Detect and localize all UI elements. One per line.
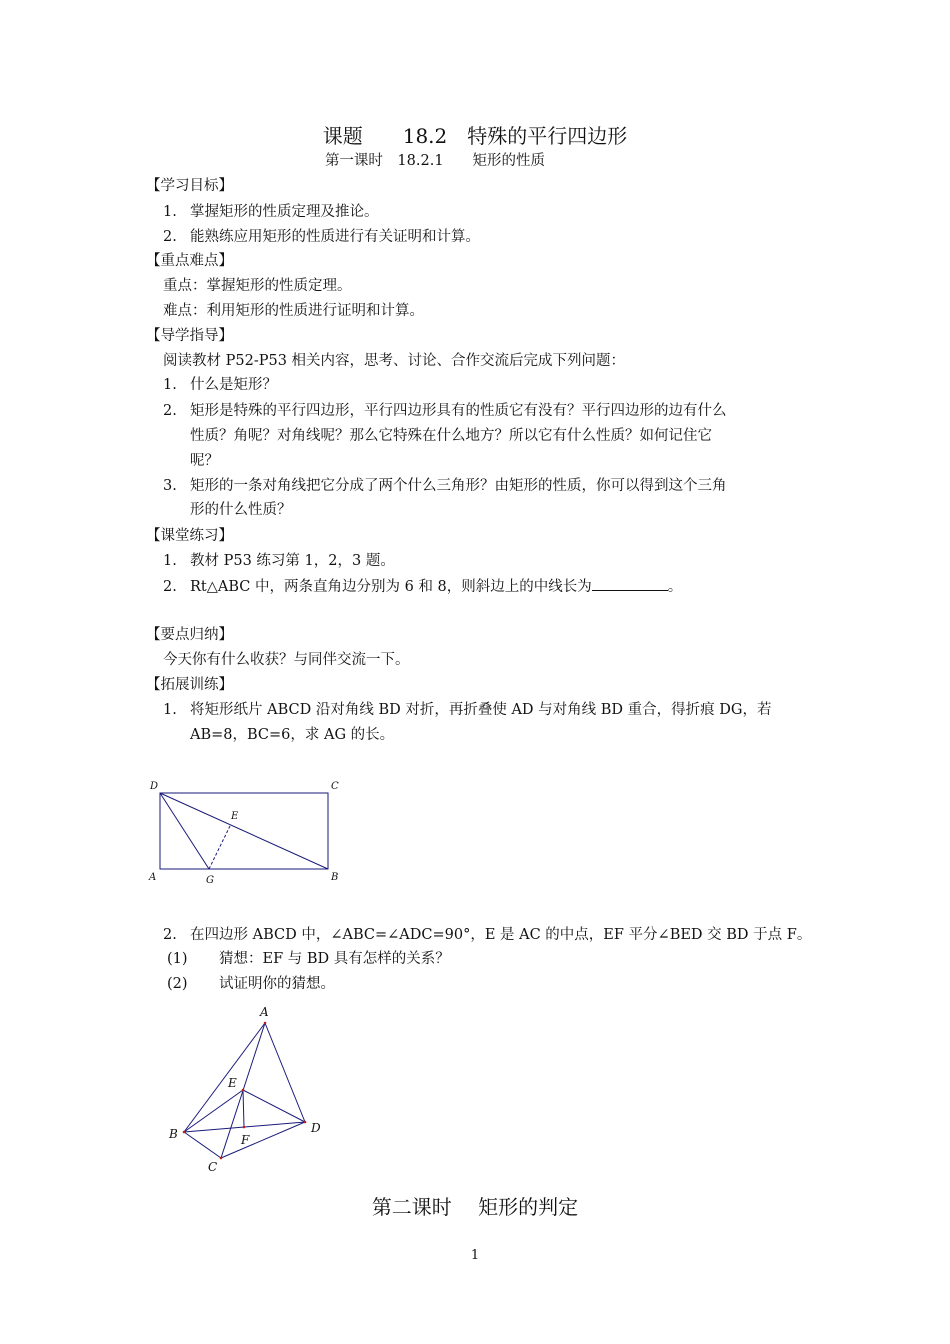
page-title: 课题 18.2 特殊的平行四边形 <box>322 124 628 148</box>
item-number: 1. <box>163 377 177 393</box>
item-number: 2. <box>163 927 177 943</box>
label-b: B <box>169 1127 178 1141</box>
label-c: C <box>331 781 339 792</box>
extension-heading: 【拓展训练】 <box>146 677 233 693</box>
summary-heading: 【要点归纳】 <box>146 627 233 643</box>
difficulty-text: 难点：利用矩形的性质进行证明和计算。 <box>163 303 424 319</box>
goals-heading: 【学习目标】 <box>146 178 233 194</box>
item-text: 掌握矩形的性质定理及推论。 <box>190 204 379 220</box>
item-number: 2. <box>163 229 177 245</box>
item-number: 3. <box>163 478 177 494</box>
lesson-subtitle: 第一课时 18.2.1 矩形的性质 <box>324 153 546 169</box>
section2-title: 第二课时 矩形的判定 <box>371 1195 579 1219</box>
summary-text: 今天你有什么收获？与同伴交流一下。 <box>163 652 410 668</box>
label-d: D <box>311 1121 321 1135</box>
segment-ad <box>265 1023 305 1122</box>
item-text: 矩形的一条对角线把它分成了两个什么三角形？由矩形的性质，你可以得到这个三角 <box>190 478 727 494</box>
keypoints-heading: 【重点难点】 <box>146 253 233 269</box>
item-number: 2. <box>163 403 177 419</box>
item-text: 教材 P53 练习第 1，2，3 题。 <box>190 553 395 569</box>
item-text: 矩形是特殊的平行四边形，平行四边形具有的性质它有没有？平行四边形的边有什么 <box>190 403 727 419</box>
item-text: 什么是矩形？ <box>190 377 277 393</box>
item-number: 1. <box>163 204 177 220</box>
segment-ef <box>243 1090 244 1127</box>
item-text: 在四边形 ABCD 中，∠ABC=∠ADC=90°，E 是 AC 的中点，EF 平分∠BED 交 BD 于点 F。 <box>190 927 812 943</box>
point-d <box>304 1121 307 1124</box>
guide-question-cont: 呢？ <box>190 453 219 469</box>
label-e: E <box>228 1076 237 1090</box>
guide-question-cont: 性质？角呢？对角线呢？那么它特殊在什么地方？所以它有什么性质？如何记住它 <box>190 428 712 444</box>
label-a: A <box>149 872 157 883</box>
point-e <box>242 1089 245 1092</box>
segment-ed <box>243 1090 305 1122</box>
label-c: C <box>208 1160 218 1174</box>
segment-eb <box>184 1090 243 1132</box>
guide-intro: 阅读教材 P52-P53 相关内容，思考、讨论、合作交流后完成下列问题： <box>163 353 626 369</box>
extension-item-cont: AB=8，BC=6，求 AG 的长。 <box>190 727 395 743</box>
label-b: B <box>331 872 339 883</box>
label-d: D <box>150 781 159 792</box>
item-number: 1. <box>163 553 177 569</box>
item-end: 。 <box>667 579 683 595</box>
item-text: 能熟练应用矩形的性质进行有关证明和计算。 <box>190 229 480 245</box>
item-text: 猜想：EF 与 BD 具有怎样的关系？ <box>219 951 450 967</box>
page-number: 1 <box>470 1248 480 1263</box>
item-number: 1. <box>163 702 177 718</box>
item-number: (1) <box>167 951 188 967</box>
point-b <box>183 1131 186 1134</box>
point-a <box>264 1022 267 1025</box>
segment-bc <box>184 1132 221 1158</box>
focus-text: 重点：掌握矩形的性质定理。 <box>163 278 352 294</box>
label-a: A <box>260 1005 269 1019</box>
label-e: E <box>231 811 239 822</box>
item-text: 将矩形纸片 ABCD 沿对角线 BD 对折，再折叠使 AD 与对角线 BD 重合，得折痕 DG，若 <box>190 702 772 718</box>
label-f: F <box>241 1133 250 1147</box>
item-number: (2) <box>167 976 188 992</box>
label-g: G <box>206 875 214 886</box>
point-c <box>220 1157 223 1160</box>
item-text: Rt△ABC 中，两条直角边分别为 6 和 8，则斜边上的中线长为 <box>190 579 592 595</box>
item-number: 2. <box>163 579 177 595</box>
guide-question-cont: 形的什么性质？ <box>190 502 292 518</box>
item-text: 试证明你的猜想。 <box>219 976 335 992</box>
segment-ab <box>184 1023 265 1132</box>
guide-heading: 【导学指导】 <box>146 328 233 344</box>
point-f <box>243 1126 246 1129</box>
practice-heading: 【课堂练习】 <box>146 528 233 544</box>
